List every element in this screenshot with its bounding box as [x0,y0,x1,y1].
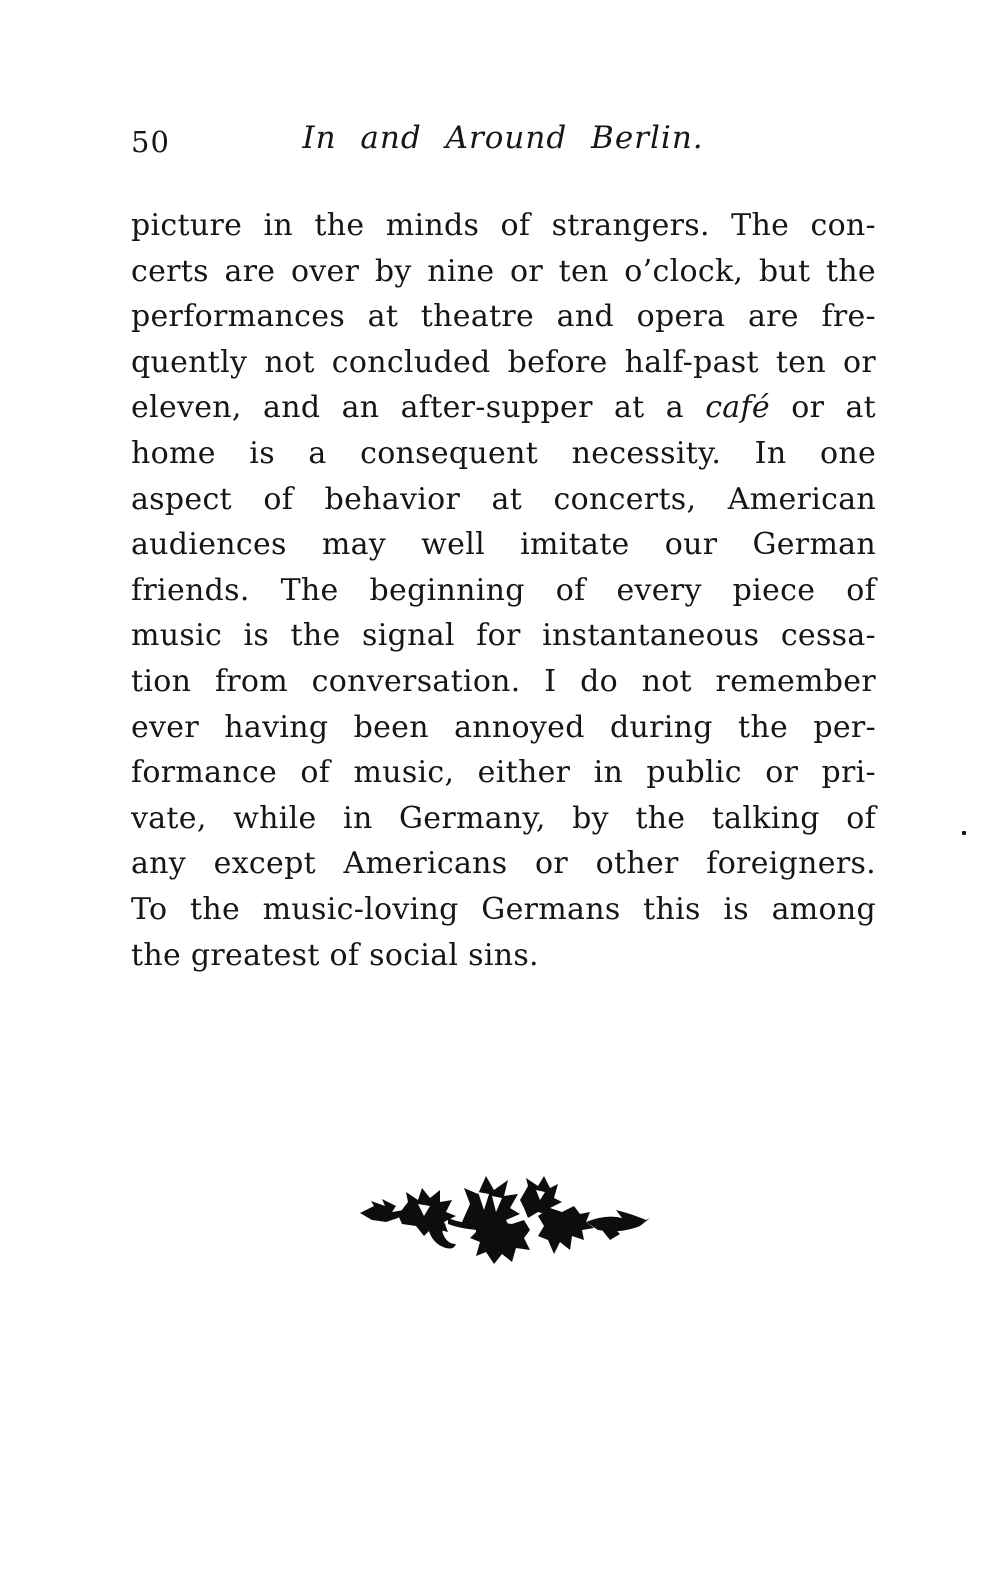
text-line: quently not concluded before half-past ten or [131,344,876,380]
text-line: eleven, and an after-supper at a café or at [131,390,876,426]
text-line: home is a consequent necessity. In one [131,435,876,471]
body-text [131,203,876,978]
text-line: certs are over by nine or ten o’clock, but the [131,253,876,289]
text-line: picture in the minds of strangers. The con- [131,208,876,243]
text-line: tion from conversation. I do not remember [131,663,876,699]
italic-word: café [705,390,770,426]
text-line: performances at theatre and opera are fre- [131,299,876,335]
scan-speck [962,831,966,835]
text-line: formance of music, either in public or pri- [131,755,876,791]
page-header [131,120,875,166]
text-line: any except Americans or other foreigners. [131,846,876,882]
text-line: audiences may well imitate our German [131,527,876,563]
floral-tailpiece-ornament [358,1170,650,1266]
floral-leaf-icon [358,1170,650,1266]
text-line: friends. The beginning of every piece of [131,572,876,608]
text-line: aspect of behavior at concerts, American [131,481,876,517]
running-title: In and Around Berlin. [302,120,704,156]
text-line: music is the signal for instantaneous cessa- [131,618,876,654]
page-number: 50 [131,125,170,159]
text-line: To the music-loving Germans this is among [131,891,876,927]
text-line: ever having been annoyed during the per- [131,709,876,745]
text-line: vate, while in Germany, by the talking of [131,800,876,836]
text-line: the greatest of social sins. [131,937,539,973]
